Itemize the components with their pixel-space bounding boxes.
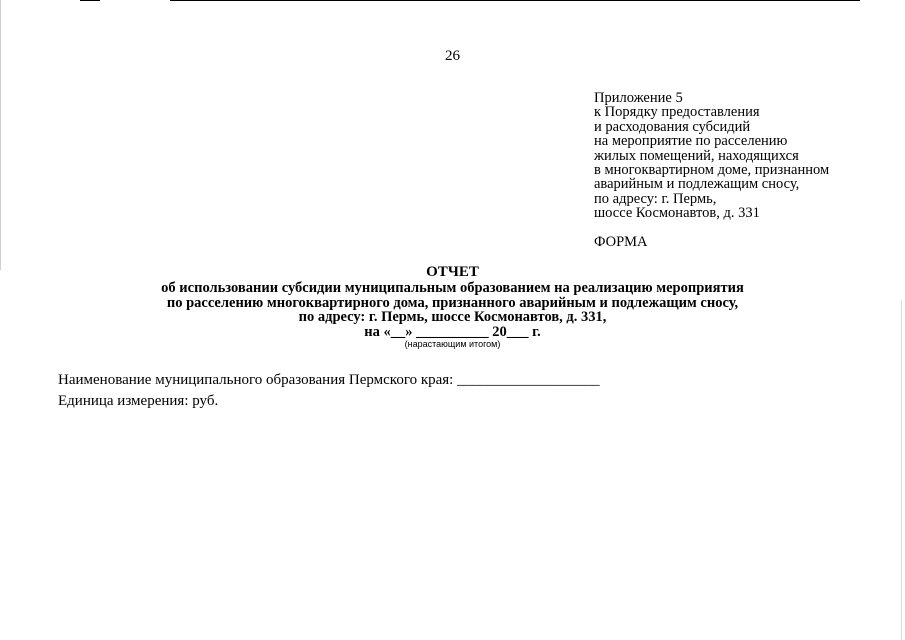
form-label: ФОРМА bbox=[594, 234, 648, 250]
scan-right-edge bbox=[901, 300, 902, 640]
report-subtitle bbox=[0, 281, 905, 339]
appendix-line: к Порядку предоставления bbox=[594, 104, 760, 121]
scan-top-mark bbox=[80, 0, 100, 1]
unit-field: Единица измерения: руб. bbox=[58, 393, 219, 409]
appendix-line: шоссе Космонавтов, д. 331 bbox=[594, 205, 760, 222]
report-subtitle-line: об использовании субсидии муниципальным образованием на реализацию мероприятия bbox=[161, 280, 744, 296]
scan-left-edge bbox=[0, 0, 1, 270]
report-subtitle-line: по расселению многоквартирного дома, признанного аварийным и подлежащим сносу, bbox=[166, 294, 739, 311]
appendix-line: на мероприятие по расселению bbox=[594, 133, 788, 150]
date-note: (нарастающим итогом) bbox=[404, 339, 501, 349]
appendix-line: жилых помещений, находящихся bbox=[594, 147, 799, 164]
scan-top-line bbox=[170, 0, 860, 1]
report-date-line: на «__» __________ 20___ г. bbox=[364, 323, 541, 340]
appendix-line: аварийным и подлежащим сносу, bbox=[594, 176, 800, 193]
municipality-field: Наименование муниципального образования Пермского края: ___________________ bbox=[58, 372, 600, 388]
appendix-line: Приложение 5 bbox=[594, 90, 683, 106]
appendix-block bbox=[594, 91, 894, 221]
appendix-line: по адресу: г. Пермь, bbox=[594, 190, 717, 207]
report-subtitle-line: по адресу: г. Пермь, шоссе Космонавтов, д. 331, bbox=[298, 309, 607, 326]
appendix-line: и расходования субсидий bbox=[594, 118, 751, 135]
appendix-line: в многоквартирном доме, признанном bbox=[594, 162, 830, 179]
page-number: 26 bbox=[445, 48, 460, 64]
report-title: ОТЧЕТ bbox=[426, 264, 479, 280]
